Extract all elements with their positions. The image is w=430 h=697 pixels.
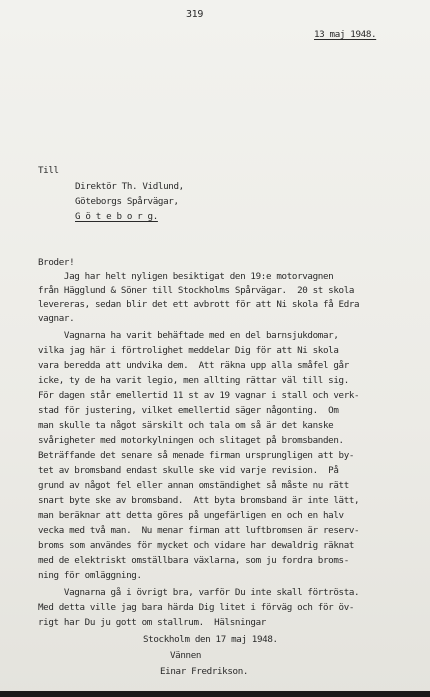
body-line: ning för omläggning. (38, 570, 142, 581)
letter-date: 13 maj 1948. (314, 29, 377, 40)
body-line: med de elektriskt omställbara växlarna, som ju fordra broms- (38, 555, 349, 566)
body-line: man beräknar att detta göres på ungefärligen en och en halv (38, 510, 344, 521)
address-line: Göteborgs Spårvägar, (75, 196, 179, 207)
scan-bottom-edge (0, 691, 430, 697)
body-line: grund av något fel eller annan omständighet så måste nu rätt (38, 480, 349, 491)
recipient-to: Till (38, 165, 59, 176)
greeting: Broder! (38, 257, 75, 268)
body-line: Beträffande det senare så menade firman ursprungligen att by- (38, 450, 355, 461)
body-line: stad för justering, vilket emellertid säger någonting. Om (38, 405, 339, 416)
body-line: För dagen står emellertid 11 st av 19 vagnar i stall och verk- (38, 390, 360, 401)
body-line: levereras, sedan blir det ett avbrott för att Ni skola få Edra (38, 299, 360, 310)
body-line: från Hägglund & Söner till Stockholms Spårvägar. 20 st skola (38, 285, 355, 296)
body-line: Vagnarna ha varit behäftade med en del barnsjukdomar, (38, 330, 339, 341)
body-line: snart byte ske av bromsband. Att byta bromsband är inte lätt, (38, 495, 360, 506)
body-line: Vagnarna gå i övrigt bra, varför Du inte skall förtrösta. (38, 587, 360, 598)
signature-name: Einar Fredrikson. (160, 666, 249, 677)
body-line: rigt har Du ju gott om stallrum. Hälsningar (38, 617, 266, 628)
body-line: Med detta ville jag bara härda Dig litet i förväg och för öv- (38, 602, 355, 613)
closing-vannen: Vännen (170, 650, 202, 661)
address-city: G ö t e b o r g. (75, 211, 158, 222)
body-line: man skulle ta något särskilt och tala om så är det kanske (38, 420, 334, 431)
body-line: svårigheter med motorkylningen och slitaget på bromsbanden. (38, 435, 344, 446)
page-number: 319 (186, 9, 204, 20)
address-line: Direktör Th. Vidlund, (75, 181, 184, 192)
body-line: broms som användes för mycket och vidare har dewaldrig räknat (38, 540, 355, 551)
body-line: icke, ty de ha varit legio, men allting rättar väl till sig. (38, 375, 349, 386)
body-line: vilka jag här i förtrolighet meddelar Dig för att Ni skola (38, 345, 339, 356)
body-line: vara beredda att undvika dem. Att räkna upp alla småfel går (38, 360, 349, 371)
body-line: vagnar. (38, 313, 75, 324)
body-line: vecka med två man. Nu menar firman att luftbromsen är reserv- (38, 525, 360, 536)
body-line: Jag har helt nyligen besiktigat den 19:e motorvagnen (38, 271, 334, 282)
body-line: tet av bromsband endast skulle ske vid varje revision. På (38, 465, 339, 476)
closing-place-date: Stockholm den 17 maj 1948. (143, 634, 278, 645)
